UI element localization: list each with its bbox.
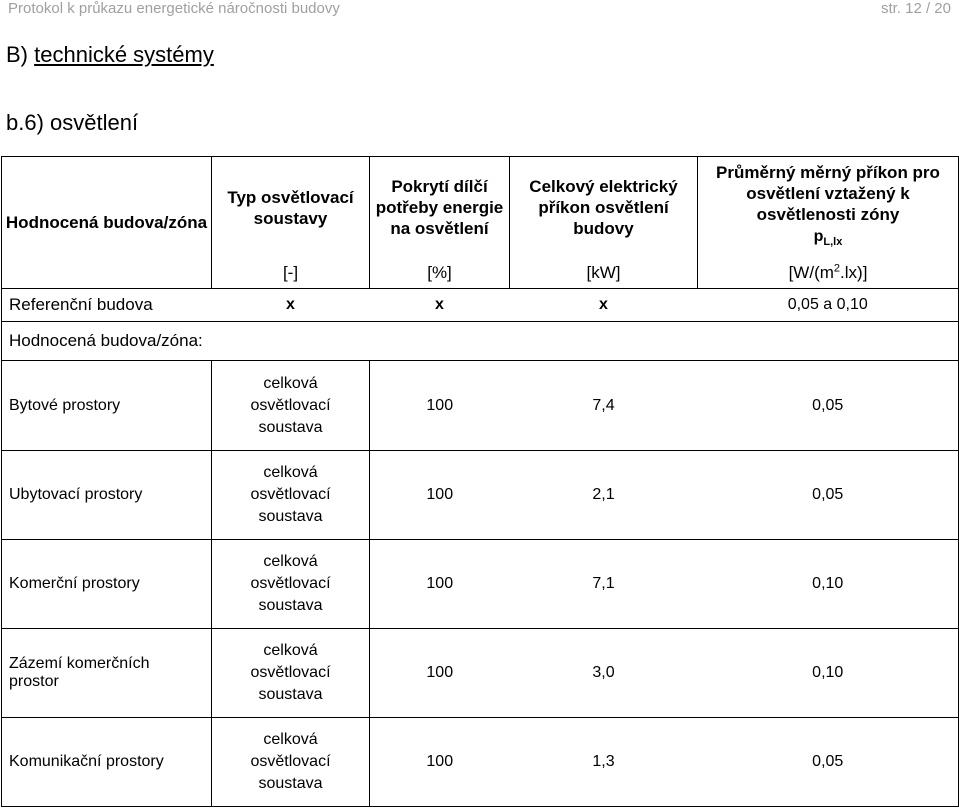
section-prefix: B) <box>6 42 28 67</box>
coverage-value: 100 <box>370 540 510 629</box>
coverage-value: 100 <box>370 361 510 451</box>
specific-value: 0,05 <box>698 451 959 540</box>
header-row <box>2 157 959 259</box>
header-zone: Hodnocená budova/zóna <box>2 157 212 289</box>
unit-specific: $[W/(m^2.lx)]$ <box>698 259 959 289</box>
zone-name: Komunikační prostory <box>2 718 212 807</box>
table-row <box>2 629 959 718</box>
reference-label: Referenční budova <box>2 289 212 322</box>
specific-value: 0,05 <box>698 718 959 807</box>
reference-row <box>2 289 959 322</box>
power-value: 3,0 <box>510 629 698 718</box>
system-type: celková osvětlovací soustava <box>212 361 370 451</box>
zone-name: Bytové prostory <box>2 361 212 451</box>
header-specific: Průměrný měrný příkon pro osvětlení vztažený k osvětlenosti zóny $p_{L,lx}$ <box>698 157 959 259</box>
zones-label-row <box>2 322 959 361</box>
lighting-table <box>1 156 959 807</box>
specific-symbol: $p_{L,lx}$ <box>813 228 843 249</box>
specific-value: 0,10 <box>698 629 959 718</box>
page-number: str. 12 / 20 <box>880 0 951 17</box>
page-header <box>8 0 951 18</box>
table-row <box>2 540 959 629</box>
zone-name: Komerční prostory <box>2 540 212 629</box>
unit-system-type: [-] <box>212 259 370 289</box>
table-row <box>2 361 959 451</box>
header-coverage: Pokrytí dílčí potřeby energie na osvětlení <box>370 157 510 259</box>
coverage-value: 100 <box>370 629 510 718</box>
reference-specific: 0,05 a 0,10 <box>698 289 959 322</box>
zones-label: Hodnocená budova/zóna: <box>2 322 959 361</box>
zone-name: Ubytovací prostory <box>2 451 212 540</box>
specific-value: 0,10 <box>698 540 959 629</box>
system-type: celková osvětlovací soustava <box>212 540 370 629</box>
table-row <box>2 451 959 540</box>
header-power: Celkový elektrický příkon osvětlení budovy <box>510 157 698 259</box>
subsection-heading: b.6) osvětlení <box>6 110 139 135</box>
system-type: celková osvětlovací soustava <box>212 451 370 540</box>
coverage-value: 100 <box>370 718 510 807</box>
system-type: celková osvětlovací soustava <box>212 629 370 718</box>
unit-power: [kW] <box>510 259 698 289</box>
section-title: technické systémy <box>34 42 214 67</box>
reference-system-type: x <box>212 289 370 322</box>
section-heading <box>6 42 214 68</box>
power-value: 1,3 <box>510 718 698 807</box>
document-title: Protokol k průkazu energetické náročnosti budovy <box>8 0 340 17</box>
reference-coverage: x <box>370 289 510 322</box>
power-value: 2,1 <box>510 451 698 540</box>
unit-coverage: [%] <box>370 259 510 289</box>
table-row <box>2 718 959 807</box>
power-value: 7,1 <box>510 540 698 629</box>
zone-name: Zázemí komerčních prostor <box>2 629 212 718</box>
power-value: 7,4 <box>510 361 698 451</box>
header-system-type: Typ osvětlovací soustavy <box>212 157 370 259</box>
coverage-value: 100 <box>370 451 510 540</box>
system-type: celková osvětlovací soustava <box>212 718 370 807</box>
specific-value: 0,05 <box>698 361 959 451</box>
reference-power: x <box>510 289 698 322</box>
